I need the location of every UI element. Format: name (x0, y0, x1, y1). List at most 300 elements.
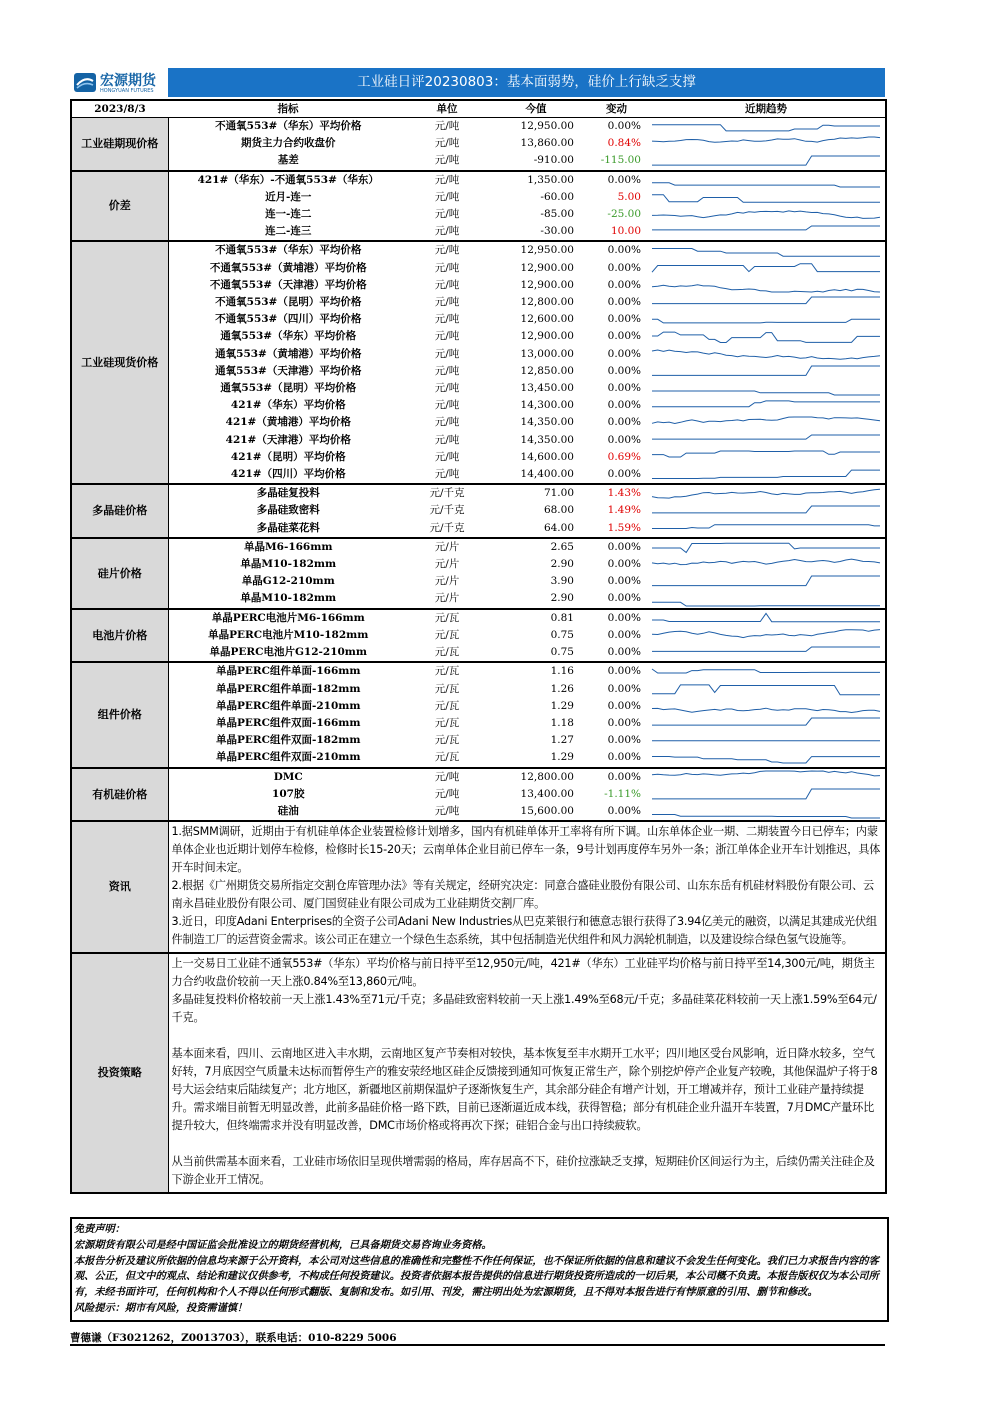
indicator-name: 单晶PERC电池片G12-210mm (209, 646, 368, 659)
trend-sparkline (650, 433, 883, 448)
trend-line (652, 789, 880, 799)
trend-sparkline (650, 364, 883, 379)
trend-line (652, 684, 880, 694)
current-value: 1.29 (550, 699, 574, 712)
trend-sparkline (650, 398, 883, 413)
unit-value: 元/吨 (434, 278, 460, 291)
table-row (71, 520, 886, 538)
unit-value: 元/瓦 (434, 646, 460, 659)
table-row (71, 135, 886, 152)
change-value: 0.00% (607, 261, 641, 274)
unit-value: 元/吨 (434, 468, 460, 481)
indicator-name: 单晶PERC组件单面-182mm (216, 682, 361, 695)
current-value: 68.00 (543, 504, 574, 517)
unit-value: 元/片 (434, 558, 460, 571)
news-paragraph: 3.近日，印度Adani Enterprises的全资子公司Adani New Industries从巴克莱银行和德意志银行获得了3.94亿美元的融资，以满足其建成光伏组件制造工厂的运营资金需求。该公司正在建立一个绿色生态系统，其中包括制造光伏组件和风力涡轮机制造，以及建设综合绿色氢气设施等。 (171, 915, 877, 947)
unit-value: 元/吨 (434, 261, 460, 274)
table-row (71, 786, 886, 803)
trend-line (652, 285, 880, 292)
trend-cell (647, 346, 886, 363)
strategy-paragraph (172, 1135, 883, 1153)
indicator-name: 通氧553#（华东）平均价格 (220, 330, 357, 343)
trend-cell (647, 397, 886, 414)
current-value: 13,000.00 (520, 347, 574, 360)
trend-sparkline (650, 574, 883, 589)
trend-line (652, 156, 880, 165)
current-value: -85.00 (540, 208, 574, 221)
change-value: 0.00% (607, 716, 641, 729)
unit-value: 元/片 (434, 575, 460, 588)
trend-sparkline (650, 750, 883, 765)
unit-value: 元/吨 (434, 296, 460, 309)
trend-cell (647, 277, 886, 294)
current-value: 0.75 (550, 646, 574, 659)
table-row (71, 556, 886, 573)
table-row (71, 449, 886, 466)
trend-line (652, 183, 880, 187)
footer-contact: 曹德谦（F3021262，Z0013703），联系电话：010-8229 5006 (70, 1330, 885, 1346)
table-row (71, 502, 886, 519)
trend-line (652, 137, 880, 142)
trend-sparkline (650, 804, 883, 819)
trend-sparkline (650, 381, 883, 396)
trend-line (652, 524, 880, 528)
strategy-paragraph: 从当前供需基本面来看，工业硅市场依旧呈现供增需弱的格局，库存居高不下，硅价拉涨缺乏支撑，短期硅价区间运行为主，后续仍需关注硅企及下游企业开工情况。 (171, 1155, 875, 1187)
header-unit: 单位 (408, 100, 486, 118)
change-value: 1.59% (607, 521, 641, 534)
trend-sparkline (650, 347, 883, 362)
trend-cell (647, 609, 886, 627)
disclaimer (70, 1217, 889, 1322)
unit-value: 元/吨 (434, 120, 460, 132)
change-value: 0.84% (607, 137, 641, 150)
indicator-name: 421#（黄埔港）平均价格 (225, 416, 351, 429)
header-change: 变动 (586, 100, 647, 118)
table-row (71, 681, 886, 698)
trend-cell (647, 502, 886, 519)
indicator-name: 单晶PERC电池片M10-182mm (208, 628, 369, 641)
strategy-paragraph: 多晶硅复投料价格较前一天上涨1.43%至71元/千克；多晶硅致密料较前一天上涨1.49%至68元/千克；多晶硅菜花料较前一天上涨1.59%至64元/千克。 (171, 993, 877, 1025)
trend-cell (647, 466, 886, 484)
trend-cell (647, 432, 886, 449)
trend-cell (647, 573, 886, 590)
trend-line (652, 366, 880, 375)
trend-sparkline (650, 699, 883, 714)
unit-value: 元/吨 (434, 154, 460, 167)
trend-sparkline (650, 521, 883, 536)
current-value: 1.27 (550, 734, 574, 747)
table-row (71, 414, 886, 431)
unit-value: 元/瓦 (434, 628, 460, 641)
current-value: 14,350.00 (520, 416, 574, 429)
indicator-name: 不通氧553#（天津港）平均价格 (209, 278, 367, 291)
table-row (71, 573, 886, 590)
report-title: 工业硅日评20230803：基本面弱势，硅价上行缺乏支撑 (168, 68, 885, 97)
unit-value: 元/吨 (434, 804, 460, 817)
trend-sparkline (650, 557, 883, 572)
trend-sparkline (650, 416, 883, 431)
change-value: 0.00% (607, 468, 641, 481)
trend-cell (647, 311, 886, 328)
change-value: 0.00% (586, 609, 647, 627)
unit-value: 元/吨 (434, 347, 460, 360)
table-row (71, 538, 886, 556)
change-value: 0.00% (586, 241, 647, 259)
current-value: 0.81 (486, 609, 586, 627)
change-value: 0.00% (586, 171, 647, 189)
table-row (71, 609, 886, 627)
trend-line (652, 125, 880, 131)
trend-cell (647, 223, 886, 241)
change-value: 0.00% (586, 768, 647, 786)
strategy-paragraph: 基本面来看，四川、云南地区进入丰水期，云南地区复产节奏相对较快，基本恢复至丰水期开工水平；四川地区受台风影响，近日降水较多，空气好转，7月底因空气质量未达标而暂停生产的雅安荥经地区硅企反馈接到通知可恢复正常生产，除个别挖炉停产企业复产较晚，其他保温炉子将于8号大运会结束后陆续复产；北方地区，新疆地区前期保温炉子逐渐恢复生产，其余部分硅企有增产计划，开工增减并存，预计工业硅产量持续提升。需求端目前暂无明显改善，此前多晶硅价格一路下跌，目前已逐渐逼近成本线，获得智稳；部分有机硅企业升温开车装置，7月DMC产量环比提升较大，但终端需求并没有明显改善，DMC市场价格或将再次下探；硅铝合金与出口持续疲软。 (171, 1047, 878, 1133)
change-value: 0.00% (607, 575, 641, 588)
unit-value: 元/瓦 (434, 751, 460, 764)
trend-sparkline (650, 645, 883, 660)
trend-cell (647, 768, 886, 786)
table-row (71, 768, 886, 786)
indicator-name: 通氧553#（昆明）平均价格 (220, 382, 357, 395)
unit-value: 元/吨 (434, 330, 460, 343)
change-value: 0.00% (607, 699, 641, 712)
current-value: -30.00 (540, 225, 574, 238)
unit-value: 元/瓦 (434, 716, 460, 729)
indicator-name: 421#（天津港）平均价格 (225, 433, 351, 446)
current-value: 13,400.00 (520, 787, 574, 800)
indicator-name: 单晶M10-182mm (240, 558, 337, 571)
trend-line (652, 297, 880, 304)
indicator-name: 不通氧553#（华东）平均价格 (215, 120, 362, 132)
trend-cell (647, 189, 886, 206)
current-value: 12,800.00 (486, 768, 586, 786)
trend-cell (647, 118, 886, 136)
trend-cell (647, 206, 886, 223)
table-row (71, 311, 886, 328)
change-value: 5.00 (617, 190, 641, 203)
change-value: 0.00% (607, 416, 641, 429)
change-value: 0.00% (586, 538, 647, 556)
trend-cell (647, 627, 886, 644)
trend-cell (647, 484, 886, 502)
unit-value: 元/千克 (429, 504, 465, 517)
unit-value: 元/瓦 (434, 699, 460, 712)
trend-line (652, 417, 880, 424)
current-value: 13,860.00 (520, 137, 574, 150)
strategy-paragraph (172, 1027, 883, 1045)
price-table (70, 99, 887, 1194)
unit-value: 元/吨 (408, 171, 486, 189)
current-value: 13,450.00 (520, 382, 574, 395)
unit-value: 元/吨 (434, 450, 460, 463)
change-value: 1.43% (586, 484, 647, 502)
table-row (71, 590, 886, 608)
group-label: 工业硅期现价格 (71, 118, 168, 171)
current-value: 14,600.00 (520, 450, 574, 463)
change-value: 0.00% (607, 382, 641, 395)
indicator-name: 单晶PERC组件双面-210mm (216, 751, 361, 764)
current-value: 12,800.00 (520, 296, 574, 309)
change-value: -115.00 (600, 154, 641, 167)
change-value: 0.00% (607, 399, 641, 412)
trend-sparkline (650, 664, 883, 679)
trend-line (652, 757, 880, 764)
strategy-body (168, 953, 886, 1193)
indicator-name: 单晶G12-210mm (241, 575, 335, 588)
unit-value: 元/吨 (408, 241, 486, 259)
current-value: 2.90 (550, 592, 574, 605)
current-value: -60.00 (540, 190, 574, 203)
change-value: 0.00% (607, 646, 641, 659)
trend-sparkline (650, 733, 883, 748)
table-row (71, 380, 886, 397)
table-row (71, 466, 886, 484)
trend-line (652, 391, 880, 395)
trend-cell (647, 749, 886, 767)
change-value: 10.00 (610, 225, 641, 238)
trend-line (652, 263, 880, 272)
trend-line (652, 320, 880, 324)
trend-line (652, 195, 880, 203)
table-row (71, 277, 886, 294)
change-value: 0.00% (607, 433, 641, 446)
trend-line (652, 613, 880, 621)
trend-cell (647, 803, 886, 821)
indicator-name: 单晶M10-182mm (240, 592, 337, 605)
brand-logo (70, 68, 168, 97)
trend-sparkline (650, 190, 883, 205)
unit-value: 元/片 (408, 538, 486, 556)
group-label: 组件价格 (71, 662, 168, 767)
trend-sparkline (650, 173, 883, 188)
table-row (71, 627, 886, 644)
table-row (71, 803, 886, 821)
header-indicator: 指标 (168, 100, 408, 118)
unit-value: 元/片 (434, 592, 460, 605)
brand-name-en: HONGYUAN FUTURES (100, 88, 154, 94)
trend-sparkline (650, 278, 883, 293)
current-value: 71.00 (486, 484, 586, 502)
trend-cell (647, 380, 886, 397)
unit-value: 元/千克 (408, 484, 486, 502)
group-label: 多晶硅价格 (71, 484, 168, 538)
current-value: 12,950.00 (486, 241, 586, 259)
trend-cell (647, 520, 886, 538)
strategy-paragraph: 上一交易日工业硅不通氧553#（华东）平均价格与前日持平至12,950元/吨，421#（华东）工业硅平均价格与前日持平至14,300元/吨，期货主力合约收盘价较前一天上涨0.84%至13,860元/吨。 (171, 957, 875, 989)
current-value: 1.16 (486, 662, 586, 680)
trend-sparkline (650, 330, 883, 345)
indicator-name: 近月-连一 (265, 190, 312, 203)
current-value: 1.29 (550, 751, 574, 764)
news-label: 资讯 (71, 821, 168, 953)
table-row (71, 171, 886, 189)
table-row (71, 715, 886, 732)
unit-value: 元/瓦 (434, 734, 460, 747)
trend-cell (647, 662, 886, 680)
header-date: 2023/8/3 (71, 100, 168, 118)
change-value: 0.00% (607, 296, 641, 309)
trend-cell (647, 294, 886, 311)
indicator-name: 多晶硅复投料 (168, 484, 408, 502)
change-value: 0.00% (607, 734, 641, 747)
trend-cell (647, 328, 886, 345)
trend-cell (647, 556, 886, 573)
trend-line (652, 630, 880, 638)
change-value: 0.00% (586, 662, 647, 680)
table-row (71, 397, 886, 414)
current-value: 14,300.00 (520, 399, 574, 412)
group-label: 工业硅现货价格 (71, 241, 168, 484)
trend-cell (647, 449, 886, 466)
indicator-name: 单晶PERC组件单面-210mm (216, 699, 361, 712)
indicator-name: 硅油 (277, 804, 299, 817)
table-row (71, 206, 886, 223)
brand-name-cn: 宏源期货 (100, 73, 156, 89)
current-value: 15,600.00 (520, 804, 574, 817)
trend-cell (647, 681, 886, 698)
unit-value: 元/瓦 (408, 662, 486, 680)
trend-line (652, 543, 880, 552)
indicator-name: 多晶硅菜花料 (256, 521, 320, 534)
change-value: 0.00% (607, 330, 641, 343)
indicator-name: 多晶硅致密料 (256, 504, 320, 517)
trend-line (652, 470, 880, 478)
change-value: 0.00% (607, 313, 641, 326)
change-value: -1.11% (604, 787, 641, 800)
trend-line (652, 576, 880, 586)
trend-line (652, 435, 880, 439)
trend-cell (647, 414, 886, 431)
current-value: 3.90 (550, 575, 574, 588)
change-value: 0.00% (607, 278, 641, 291)
trend-sparkline (650, 467, 883, 482)
table-row (71, 432, 886, 449)
indicator-name: 连二-连三 (265, 225, 312, 238)
current-value: 64.00 (543, 521, 574, 534)
unit-value: 元/瓦 (408, 609, 486, 627)
unit-value: 元/吨 (408, 768, 486, 786)
trend-cell (647, 260, 886, 277)
trend-line (652, 490, 880, 499)
change-value: 0.00% (607, 592, 641, 605)
trend-sparkline (650, 119, 883, 134)
brand-logo-icon (74, 73, 96, 92)
trend-line (652, 602, 880, 606)
trend-line (652, 815, 880, 819)
trend-cell (647, 171, 886, 189)
indicator-name: 107胶 (272, 787, 305, 800)
trend-cell (647, 152, 886, 170)
strategy-row (71, 953, 886, 1193)
trend-sparkline (650, 154, 883, 169)
change-value: 0.00% (607, 558, 641, 571)
news-paragraph: 2.根据《广州期货交易所指定交割仓库管理办法》等有关规定，经研究决定：同意合盛硅业股份有限公司、山东东岳有机硅材料股份有限公司、云南永昌硅业股份有限公司、厦门国贸硅业有限公司成为工业硅期货交割厂库。 (171, 879, 874, 911)
group-label: 有机硅价格 (71, 768, 168, 822)
table-row (71, 732, 886, 749)
trend-sparkline (650, 611, 883, 626)
current-value: -910.00 (533, 154, 574, 167)
trend-cell (647, 135, 886, 152)
indicator-name: 不通氧553#（黄埔港）平均价格 (209, 261, 367, 274)
trend-sparkline (650, 504, 883, 519)
current-value: 12,950.00 (520, 120, 574, 132)
table-row (71, 644, 886, 662)
trend-sparkline (650, 244, 883, 259)
unit-value: 元/吨 (434, 416, 460, 429)
current-value: 14,400.00 (520, 468, 574, 481)
table-row (71, 152, 886, 170)
header-value: 今值 (486, 100, 586, 118)
trend-sparkline (650, 207, 883, 222)
trend-cell (647, 732, 886, 749)
trend-sparkline (650, 224, 883, 239)
unit-value: 元/吨 (434, 137, 460, 150)
current-value: 14,350.00 (520, 433, 574, 446)
trend-line (652, 771, 880, 776)
trend-cell (647, 363, 886, 380)
news-row (71, 821, 886, 953)
trend-cell (647, 644, 886, 662)
trend-line (652, 332, 880, 342)
trend-sparkline (650, 682, 883, 697)
disclaimer-line: 免责声明： (74, 1223, 125, 1235)
current-value: 1,350.00 (486, 171, 586, 189)
indicator-name: 单晶PERC组件双面-182mm (216, 734, 361, 747)
current-value: 12,850.00 (520, 364, 574, 377)
change-value: 0.00% (607, 120, 641, 132)
report-header (70, 68, 885, 97)
news-paragraph: 1.据SMM调研，近期由于有机硅单体企业装置检修计划增多，国内有机硅单体开工率将有所下调。山东单体企业一期、二期装置今日已停车；内蒙单体企业也近期计划停车检修，检修时长15-20天；云南单体企业目前已停车一条，9号计划再度停车另外一条；浙江单体企业开车计划推迟，具体开车时间未定。 (171, 825, 881, 875)
disclaimer-line: 本报告分析及建议所依据的信息均来源于公开资料，本公司对这些信息的准确性和完整性不作任何保证，也不保证所依据的信息和建议不会发生任何变化。我们已力求报告内容的客观、公正，但文中的观点、结论和建议仅供参考，不构成任何投资建议。投资者依据本报告提供的信息进行期货投资所造成的一切后果，本公司概不负责。本报告版权仅为本公司所有，未经书面许可，任何机构和个人不得以任何形式翻版、复制和发布。如引用、刊发，需注明出处为宏源期货，且不得对本报告进行有悖原意的引用、删节和修改。 (74, 1254, 879, 1299)
trend-sparkline (650, 486, 883, 501)
change-value: 0.00% (607, 628, 641, 641)
table-row (71, 294, 886, 311)
unit-value: 元/吨 (434, 313, 460, 326)
strategy-label: 投资策略 (71, 953, 168, 1193)
indicator-name: 连一-连二 (265, 208, 312, 221)
table-row (71, 223, 886, 241)
trend-sparkline (650, 136, 883, 151)
change-value: 0.00% (607, 751, 641, 764)
indicator-name: 单晶M6-166mm (168, 538, 408, 556)
indicator-name: 基差 (277, 154, 299, 167)
trend-sparkline (650, 787, 883, 802)
trend-sparkline (650, 628, 883, 643)
change-value: 0.00% (607, 682, 641, 695)
trend-sparkline (650, 540, 883, 555)
indicator-name: DMC (168, 768, 408, 786)
indicator-name: 不通氧553#（华东）平均价格 (168, 241, 408, 259)
trend-line (652, 401, 880, 407)
unit-value: 元/千克 (429, 521, 465, 534)
trend-line (652, 211, 880, 219)
table-row (71, 328, 886, 345)
trend-cell (647, 698, 886, 715)
change-value: 0.00% (607, 347, 641, 360)
table-row (71, 241, 886, 259)
indicator-name: 通氧553#（天津港）平均价格 (215, 364, 362, 377)
trend-line (652, 669, 880, 673)
header-trend: 近期趋势 (647, 100, 886, 118)
indicator-name: 单晶PERC组件双面-166mm (216, 716, 361, 729)
table-row (71, 484, 886, 502)
unit-value: 元/吨 (434, 208, 460, 221)
trend-line (652, 647, 880, 651)
current-value: 2.65 (486, 538, 586, 556)
indicator-name: 期货主力合约收盘价 (241, 137, 336, 150)
trend-sparkline (650, 716, 883, 731)
change-value: 1.49% (607, 504, 641, 517)
table-row (71, 118, 886, 136)
